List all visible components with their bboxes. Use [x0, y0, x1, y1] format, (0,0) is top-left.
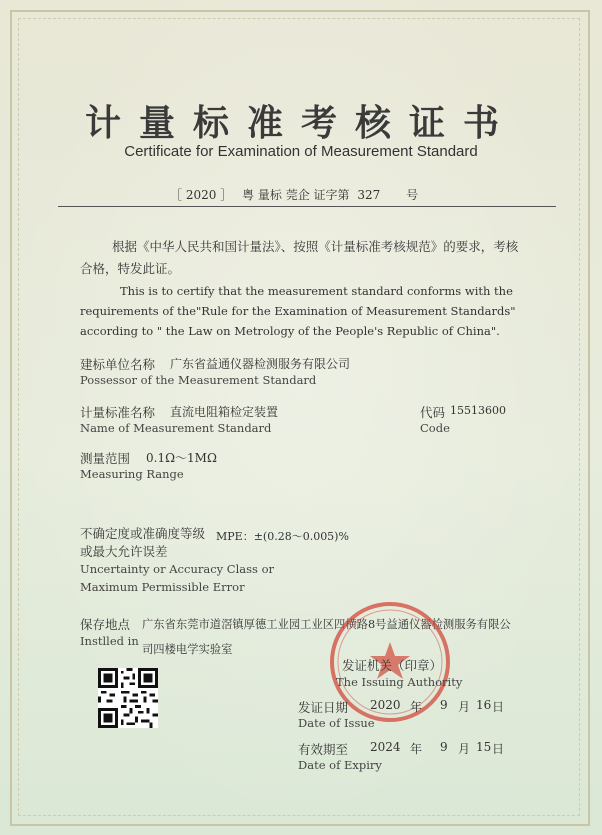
bracket-close: ］	[220, 188, 233, 202]
location-value-2: 司四楼电学实验室	[142, 643, 233, 656]
expiry-year-unit: 年	[410, 742, 423, 756]
code-label-cn: 代码	[420, 405, 446, 420]
possessor-value: 广东省益通仪器检测服务有限公司	[170, 357, 351, 371]
intro-cn: 根据《中华人民共和国计量法》、按照《计量标准考核规范》的要求，考核合格，特发此证。	[80, 239, 519, 276]
expiry-day-unit: 日	[492, 742, 505, 756]
authority-label-en: The Issuing Authority	[336, 675, 463, 689]
code-label-en: Code	[420, 421, 450, 435]
certificate-title-en: Certificate for Examination of Measurement Standard	[124, 143, 478, 160]
certificate-title-cn: 计量标准考核证书	[84, 102, 517, 144]
header-rule	[58, 206, 556, 207]
uncertainty-label-en-1: Uncertainty or Accuracy Class or	[80, 562, 275, 576]
issue-month-unit: 月	[458, 700, 471, 714]
cert-suffix: 号	[406, 188, 419, 202]
expiry-day: 15	[476, 740, 492, 754]
range-label-en: Measuring Range	[80, 467, 184, 481]
standard-name-label-cn: 计量标准名称	[80, 405, 156, 420]
code-value: 15513600	[450, 404, 506, 417]
authority-label-cn: 发证机关（印章）	[342, 658, 443, 673]
location-label-en: Instlled in	[80, 634, 139, 648]
standard-name-label-en: Name of Measurement Standard	[80, 421, 272, 435]
expiry-month-unit: 月	[458, 742, 471, 756]
issue-label-cn: 发证日期	[298, 700, 349, 715]
certificate-number	[170, 186, 418, 203]
uncertainty-label-cn-2: 或最大允许误差	[80, 544, 168, 559]
location-value-1: 广东省东莞市道滘镇厚德工业园工业区四横路8号益通仪器检测服务有限公	[142, 618, 511, 631]
standard-name-value: 直流电阻箱检定装置	[170, 405, 279, 419]
possessor-label-en: Possessor of the Measurement Standard	[80, 373, 317, 387]
uncertainty-label-cn-1: 不确定度或准确度等级	[80, 526, 206, 541]
location-label-cn: 保存地点	[80, 617, 131, 632]
uncertainty-label-en-2: Maximum Permissible Error	[80, 580, 245, 594]
issue-month: 9	[440, 698, 448, 712]
possessor-label-cn: 建标单位名称	[80, 357, 156, 372]
issue-day-unit: 日	[492, 700, 505, 714]
expiry-month: 9	[440, 740, 448, 754]
cert-serial: 327	[357, 188, 381, 202]
expiry-year: 2024	[370, 740, 401, 754]
issue-year-unit: 年	[410, 700, 423, 714]
range-label-cn: 测量范围	[80, 451, 131, 466]
issue-day: 16	[476, 698, 492, 712]
uncertainty-value: MPE：±(0.28～0.005)%	[216, 530, 349, 543]
qr-code	[98, 668, 158, 728]
intro-en: This is to certify that the measurement standard conforms with the requirements of the"Rule for the Examination of Measurement Standards" according to " the Law on Metrology of the People's Republic of China".	[80, 284, 516, 338]
issue-year: 2020	[370, 698, 401, 712]
cert-year: 2020	[185, 188, 217, 202]
bracket-open: ［	[170, 188, 183, 202]
expiry-label-cn: 有效期至	[298, 742, 349, 757]
issue-label-en: Date of Issue	[298, 716, 375, 730]
range-value: 0.1Ω～1MΩ	[146, 451, 217, 465]
expiry-label-en: Date of Expiry	[298, 758, 382, 772]
cert-mid: 粤 量标 莞企 证字第	[242, 188, 350, 202]
